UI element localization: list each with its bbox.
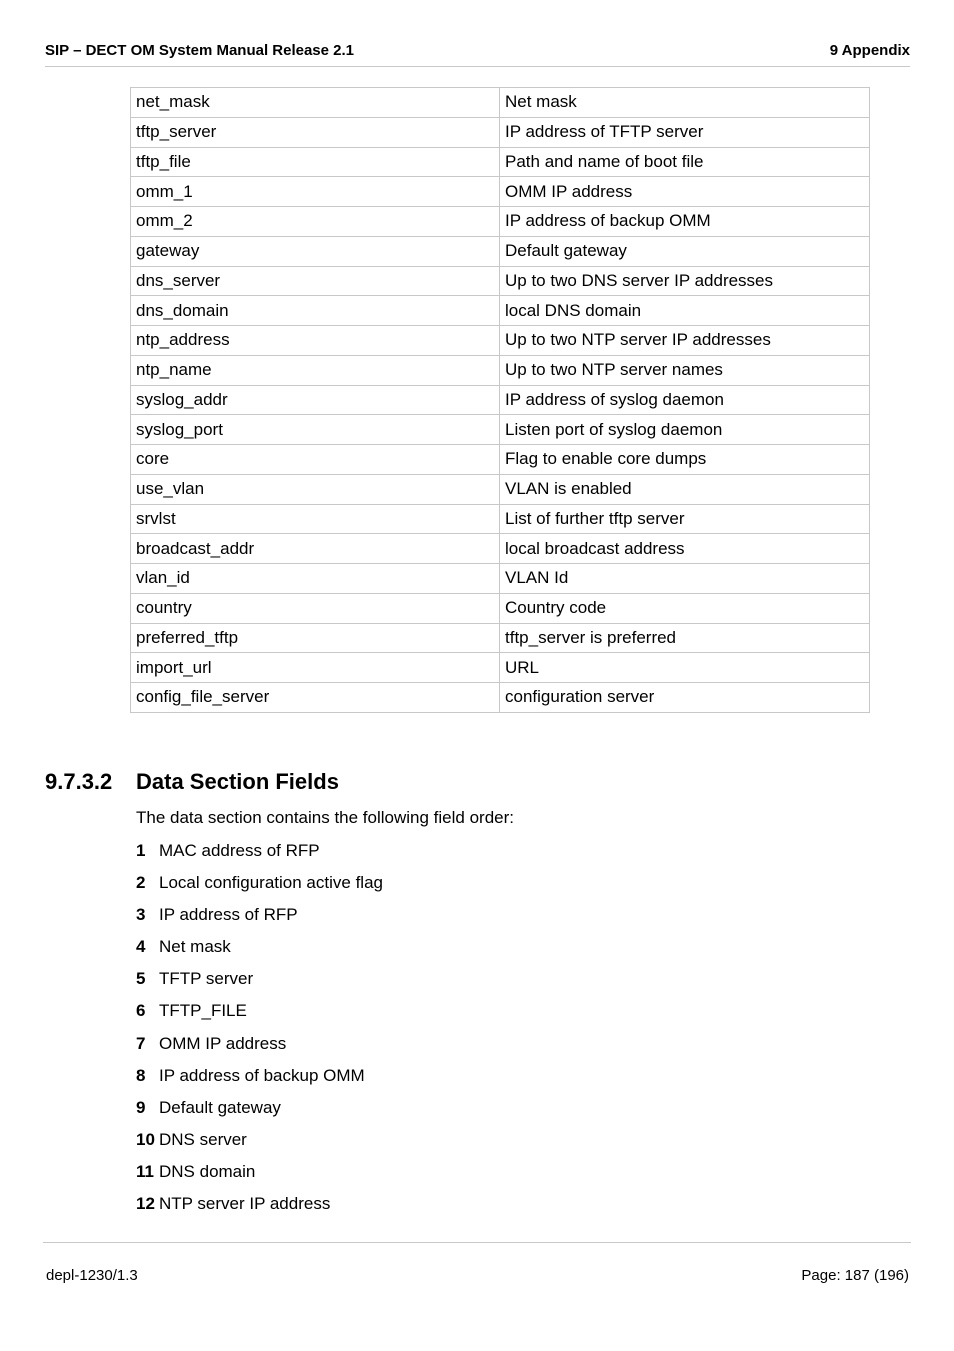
list-item: [136, 966, 383, 998]
parameter-name: gateway: [131, 236, 500, 266]
table-row: [131, 117, 870, 147]
table-row: [131, 326, 870, 356]
table-row: [131, 683, 870, 713]
table-row: [131, 385, 870, 415]
table-row: [131, 355, 870, 385]
page-footer: [43, 1242, 911, 1284]
list-item: [136, 1127, 383, 1159]
list-item-text: DNS domain: [159, 1161, 256, 1181]
list-item-number: 1: [136, 841, 146, 860]
parameter-name: ntp_address: [131, 326, 500, 356]
parameter-table: [130, 87, 870, 713]
parameter-description: local DNS domain: [500, 296, 870, 326]
parameter-name: omm_1: [131, 177, 500, 207]
parameter-description: Up to two NTP server names: [500, 355, 870, 385]
list-item-number: 8: [136, 1065, 146, 1085]
table-row: [131, 147, 870, 177]
list-item-number: 9: [136, 1097, 146, 1117]
list-item-text: Local configuration active flag: [159, 873, 383, 893]
list-item-text: DNS server: [159, 1129, 247, 1149]
table-row: [131, 296, 870, 326]
parameter-name: tftp_file: [131, 147, 500, 177]
parameter-name: preferred_tftp: [131, 623, 500, 653]
list-item-number: 6: [136, 1001, 146, 1021]
list-item-number: 5: [136, 969, 146, 989]
parameter-name: syslog_port: [131, 415, 500, 445]
list-item-number: 11: [136, 1161, 154, 1181]
parameter-description: IP address of TFTP server: [500, 117, 870, 147]
table-row: [131, 474, 870, 504]
parameter-description: VLAN Id: [500, 564, 870, 594]
table-row: [131, 415, 870, 445]
section-title: Data Section Fields: [136, 769, 339, 794]
parameter-name: srvlst: [131, 504, 500, 534]
parameter-description: Up to two DNS server IP addresses: [500, 266, 870, 296]
list-item: [136, 1191, 383, 1223]
list-item-text: IP address of RFP: [159, 905, 298, 925]
list-item-text: MAC address of RFP: [159, 841, 320, 860]
page-number: Page: 187 (196): [801, 1267, 909, 1284]
list-item-number: 4: [136, 937, 146, 957]
parameter-description: IP address of syslog daemon: [500, 385, 870, 415]
parameter-description: Flag to enable core dumps: [500, 445, 870, 475]
list-item-text: TFTP_FILE: [159, 1001, 247, 1021]
parameter-name: use_vlan: [131, 474, 500, 504]
parameter-description: local broadcast address: [500, 534, 870, 564]
table-row: [131, 207, 870, 237]
list-item-number: 10: [136, 1129, 155, 1149]
list-item-text: IP address of backup OMM: [159, 1065, 365, 1085]
table-row: [131, 534, 870, 564]
list-item: [136, 1159, 383, 1191]
parameter-description: Listen port of syslog daemon: [500, 415, 870, 445]
parameter-name: dns_server: [131, 266, 500, 296]
list-item-text: NTP server IP address: [159, 1194, 331, 1214]
parameter-description: IP address of backup OMM: [500, 207, 870, 237]
parameter-name: ntp_name: [131, 355, 500, 385]
parameter-description: OMM IP address: [500, 177, 870, 207]
parameter-name: tftp_server: [131, 117, 500, 147]
section-heading: [45, 769, 339, 795]
list-item-number: 2: [136, 873, 146, 893]
table-row: [131, 266, 870, 296]
list-item-number: 12: [136, 1194, 155, 1214]
parameter-name: dns_domain: [131, 296, 500, 326]
parameter-name: net_mask: [131, 88, 500, 118]
list-item-text: OMM IP address: [159, 1033, 287, 1053]
list-item: [136, 838, 383, 870]
parameter-description: Up to two NTP server IP addresses: [500, 326, 870, 356]
list-item: [136, 934, 383, 966]
list-item-number: 3: [136, 905, 146, 925]
field-order-list: [136, 838, 383, 1223]
parameter-description: List of further tftp server: [500, 504, 870, 534]
list-item: [136, 998, 383, 1030]
table-row: [131, 623, 870, 653]
table-row: [131, 445, 870, 475]
table-row: [131, 177, 870, 207]
parameter-description: Net mask: [500, 88, 870, 118]
section-intro: The data section contains the following field order:: [136, 808, 515, 827]
parameter-description: Default gateway: [500, 236, 870, 266]
chapter-title: 9 Appendix: [829, 42, 910, 59]
parameter-description: URL: [500, 653, 870, 683]
list-item: [136, 902, 383, 934]
table-row: [131, 593, 870, 623]
list-item: [136, 1095, 383, 1127]
table-row: [131, 653, 870, 683]
list-item-text: Default gateway: [159, 1097, 281, 1117]
parameter-name: country: [131, 593, 500, 623]
list-item: [136, 870, 383, 902]
parameter-description: Country code: [500, 593, 870, 623]
parameter-name: import_url: [131, 653, 500, 683]
parameter-name: core: [131, 445, 500, 475]
table-row: [131, 504, 870, 534]
parameter-description: Path and name of boot file: [500, 147, 870, 177]
parameter-name: syslog_addr: [131, 385, 500, 415]
table-row: [131, 564, 870, 594]
document-id: depl-1230/1.3: [46, 1267, 138, 1284]
table-row: [131, 236, 870, 266]
parameter-description: tftp_server is preferred: [500, 623, 870, 653]
document-title: SIP – DECT OM System Manual Release 2.1: [45, 42, 355, 59]
parameter-name: omm_2: [131, 207, 500, 237]
section-number: 9.7.3.2: [45, 769, 113, 794]
parameter-name: config_file_server: [131, 683, 500, 713]
list-item-number: 7: [136, 1033, 146, 1053]
list-item: [136, 1063, 383, 1095]
parameter-description: configuration server: [500, 683, 870, 713]
parameter-name: vlan_id: [131, 564, 500, 594]
parameter-name: broadcast_addr: [131, 534, 500, 564]
list-item-text: Net mask: [159, 937, 231, 957]
page-header: [45, 42, 910, 67]
table-row: [131, 88, 870, 118]
list-item-text: TFTP server: [159, 969, 254, 989]
parameter-description: VLAN is enabled: [500, 474, 870, 504]
list-item: [136, 1031, 383, 1063]
